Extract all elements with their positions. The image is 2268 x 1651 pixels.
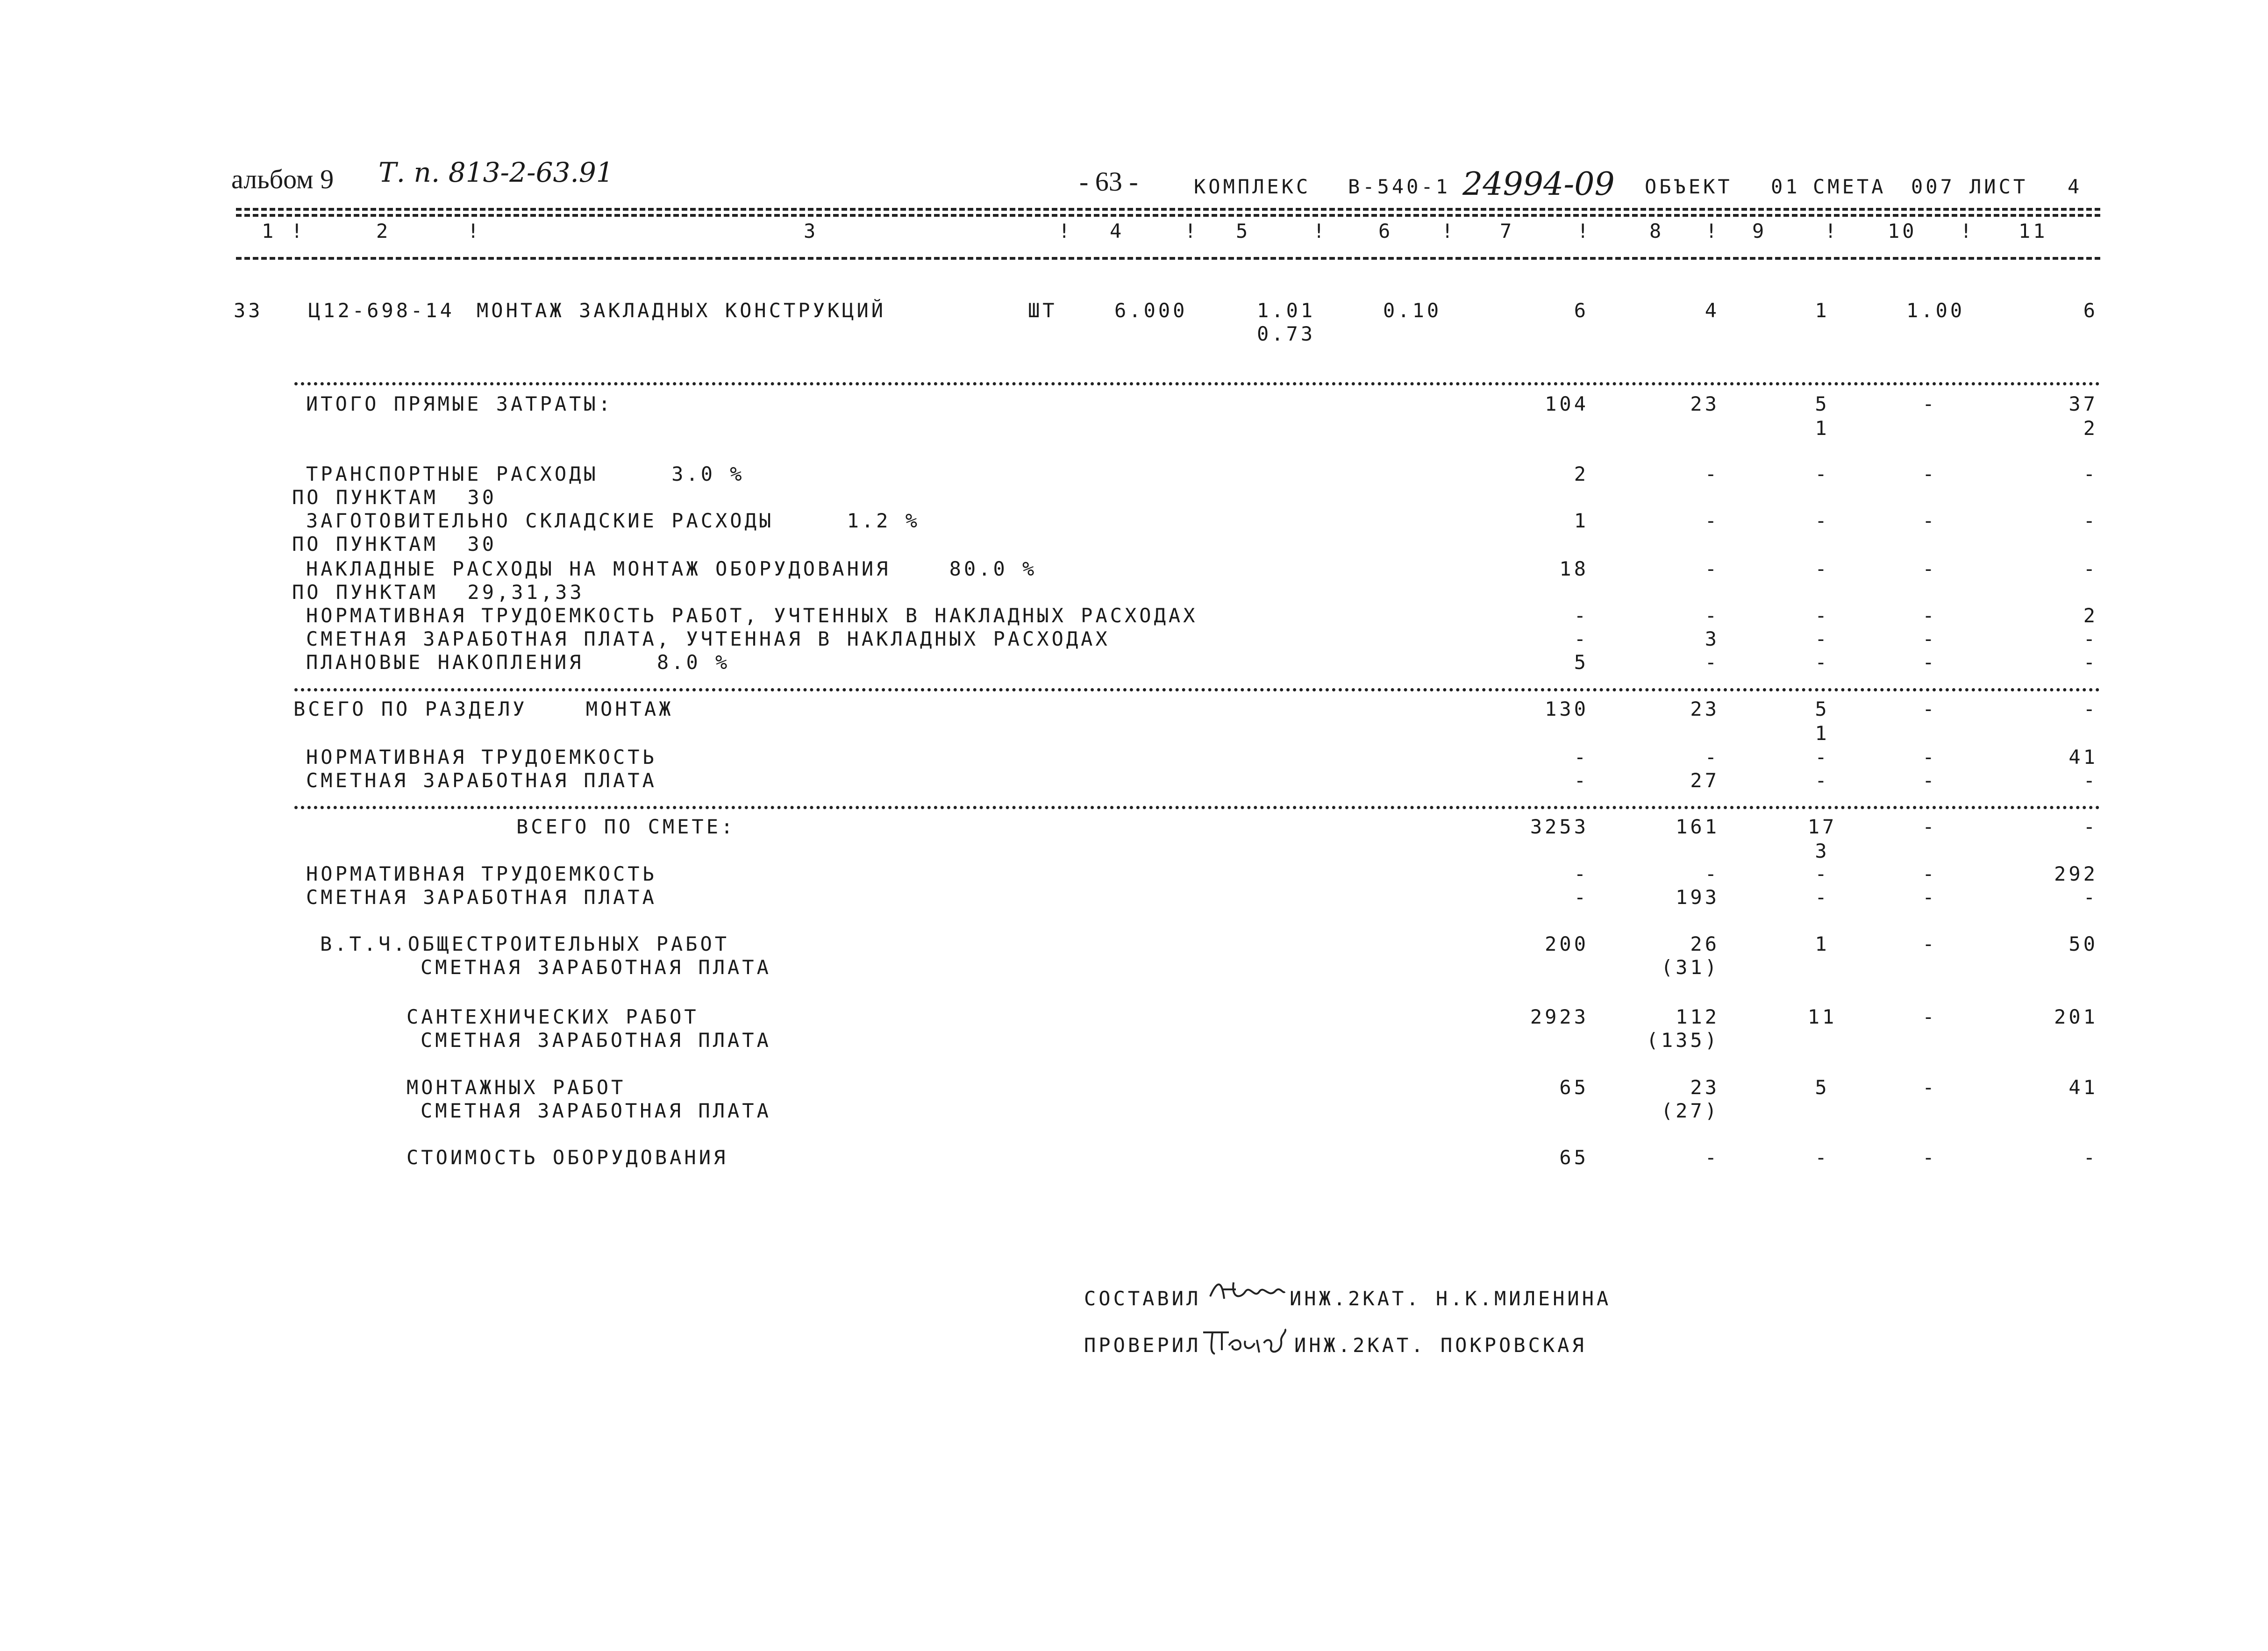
summary-row-label: СМЕТНАЯ ЗАРАБОТНАЯ ПЛАТА [306,769,657,792]
tp-handwritten: Т. п. 813-2-63.91 [378,157,613,188]
column-number-cell: 11 [2018,220,2048,242]
summary-row-label: ПО ПУНКТАМ 30 [292,533,497,555]
column-number-cell: 8 [1649,220,1664,242]
summary-row-label: ВСЕГО ПО РАЗДЕЛУ МОНТАЖ [293,697,674,720]
separator-1 [294,382,2100,385]
entry-c5b: 0.73 [1257,322,1316,345]
summary-cell-c7: 5 [1574,651,1589,674]
entry-code: Ц12-698-14 [308,299,455,322]
summary-cell-c7: 2923 [1530,1005,1589,1028]
summary-cell-c7: - [1574,769,1589,792]
summary-cell-c8: 23 [1690,1076,1719,1099]
summary-cell-c11: - [2083,509,2098,532]
summary-cell-c10: - [1922,651,1937,674]
sostavil-rest: ИНЖ.2КАТ. Н.К.МИЛЕНИНА [1290,1287,1612,1310]
summary-cell-c11: - [2083,815,2098,838]
signature-milenina [1208,1278,1287,1306]
sostavil-label: СОСТАВИЛ [1084,1287,1201,1310]
summary-cell-c10: - [1922,1076,1937,1099]
smeta-number: 007 [1911,175,1955,198]
summary-cell-c10: - [1922,509,1937,532]
column-number-cell: 2 [376,220,391,242]
entry-c9: 1 [1815,299,1830,322]
summary-cell-c10: - [1922,1005,1937,1028]
summary-cell-c8: (135) [1646,1029,1719,1052]
summary-cell-c10: - [1922,627,1937,650]
entry-c7: 6 [1574,299,1589,322]
summary-cell-c10: - [1922,697,1937,720]
summary-cell-c7: 65 [1559,1076,1589,1099]
summary-cell-c11: - [2083,886,2098,909]
summary-row-label: САНТЕХНИЧЕСКИХ РАБОТ [407,1005,699,1028]
summary-cell-c9: 1 [1815,932,1830,955]
column-number-cell: ! [1825,220,1840,242]
summary-cell-c8: 161 [1676,815,1719,838]
summary-cell-c10: - [1922,932,1937,955]
summary-cell-c9: - [1815,769,1830,792]
summary-cell-c9b: 1 [1815,417,1830,440]
entry-c6: 0.10 [1383,299,1442,322]
column-number-cell: 7 [1500,220,1515,242]
summary-cell-c11: 41 [2068,746,2098,769]
summary-cell-c9: - [1815,886,1830,909]
complex-handwritten: 24994-09 [1462,166,1615,203]
summary-cell-c7: 3253 [1530,815,1589,838]
summary-row-label: ВСЕГО ПО СМЕТЕ: [516,815,736,838]
complex-label: КОМПЛЕКС [1194,175,1311,198]
column-number-cell: ! [1960,220,1975,242]
summary-row-label: НАКЛАДНЫЕ РАСХОДЫ НА МОНТАЖ ОБОРУДОВАНИЯ 80.0 % [306,557,1037,580]
header-rule-top-2 [236,214,2100,217]
summary-cell-c8: 23 [1690,392,1719,415]
column-number-cell: ! [1705,220,1720,242]
summary-cell-c9: 5 [1815,1076,1830,1099]
summary-cell-c10: - [1922,815,1937,838]
summary-cell-c7: 1 [1574,509,1589,532]
summary-cell-c8: - [1705,746,1719,769]
column-number-cell: ! [467,220,482,242]
summary-cell-c9: - [1815,604,1830,627]
summary-row-label: СТОИМОСТЬ ОБОРУДОВАНИЯ [407,1146,728,1169]
summary-cell-c11: - [2083,651,2098,674]
summary-cell-c7: 18 [1559,557,1589,580]
summary-row-label: НОРМАТИВНАЯ ТРУДОЕМКОСТЬ РАБОТ, УЧТЕННЫХ В НАКЛАДНЫХ РАСХОДАХ [306,604,1198,627]
summary-cell-c11: - [2083,769,2098,792]
summary-cell-c7: 200 [1545,932,1589,955]
summary-row-label: В.Т.Ч.ОБЩЕСТРОИТЕЛЬНЫХ РАБОТ [320,932,730,955]
summary-cell-c11: - [2083,463,2098,485]
list-label: ЛИСТ [1969,175,2028,198]
summary-cell-c9: 5 [1815,697,1830,720]
summary-cell-c8: (27) [1661,1099,1719,1122]
summary-cell-c9b: 3 [1815,840,1830,862]
summary-cell-c10: - [1922,463,1937,485]
page-number: - 63 - [1079,166,1138,197]
summary-cell-c10: - [1922,862,1937,885]
summary-cell-c8: - [1705,1146,1719,1169]
entry-unit: ШТ [1028,299,1057,322]
summary-cell-c8: - [1705,463,1719,485]
summary-row-label: МОНТАЖНЫХ РАБОТ [407,1076,626,1099]
entry-c11: 6 [2083,299,2098,322]
summary-cell-c10: - [1922,769,1937,792]
header-rule-bottom [236,257,2100,260]
entry-name: МОНТАЖ ЗАКЛАДНЫХ КОНСТРУКЦИЙ [477,299,886,322]
summary-row-label: ПЛАНОВЫЕ НАКОПЛЕНИЯ 8.0 % [306,651,730,674]
separator-3 [294,806,2100,809]
header-rule-top [236,208,2100,211]
object-number: 01 [1771,175,1800,198]
summary-cell-c11: - [2083,627,2098,650]
summary-cell-c11: 2 [2083,604,2098,627]
summary-cell-c11: - [2083,557,2098,580]
summary-cell-c9: - [1815,509,1830,532]
proveril-rest: ИНЖ.2КАТ. ПОКРОВСКАЯ [1294,1334,1587,1357]
summary-cell-c9: - [1815,862,1830,885]
summary-row-label: СМЕТНАЯ ЗАРАБОТНАЯ ПЛАТА [421,1029,771,1052]
summary-cell-c8: 3 [1705,627,1719,650]
summary-row-label: ПО ПУНКТАМ 29,31,33 [292,581,585,604]
summary-row-label: СМЕТНАЯ ЗАРАБОТНАЯ ПЛАТА, УЧТЕННАЯ В НАКЛАДНЫХ РАСХОДАХ [306,627,1110,650]
summary-cell-c7: - [1574,627,1589,650]
column-number-cell: 4 [1110,220,1125,242]
column-number-cell: 5 [1236,220,1251,242]
summary-cell-c8: - [1705,557,1719,580]
summary-cell-c8: - [1705,604,1719,627]
summary-cell-c10: - [1922,1146,1937,1169]
signature-pokrovskaya [1201,1327,1290,1359]
summary-cell-c10: - [1922,886,1937,909]
summary-row-label: ЗАГОТОВИТЕЛЬНО СКЛАДСКИЕ РАСХОДЫ 1.2 % [306,509,920,532]
summary-cell-c11b: 2 [2083,417,2098,440]
summary-cell-c7: - [1574,886,1589,909]
summary-cell-c10: - [1922,604,1937,627]
summary-cell-c7: 130 [1545,697,1589,720]
summary-cell-c11: 37 [2068,392,2098,415]
separator-2 [294,688,2100,691]
summary-cell-c9: - [1815,627,1830,650]
summary-cell-c7: 104 [1545,392,1589,415]
summary-cell-c11: 292 [2054,862,2098,885]
summary-cell-c9: 5 [1815,392,1830,415]
summary-cell-c9: - [1815,557,1830,580]
column-number-cell: 3 [804,220,819,242]
smeta-label: СМЕТА [1813,175,1886,198]
column-number-cell: ! [1577,220,1592,242]
summary-cell-c11: - [2083,697,2098,720]
summary-cell-c8: 112 [1676,1005,1719,1028]
summary-cell-c8: 26 [1690,932,1719,955]
summary-cell-c8: - [1705,862,1719,885]
column-number-cell: ! [1184,220,1199,242]
column-number-cell: ! [1058,220,1073,242]
summary-cell-c10: - [1922,746,1937,769]
summary-cell-c8: - [1705,509,1719,532]
summary-cell-c11: 41 [2068,1076,2098,1099]
album-label: альбом 9 [231,164,334,194]
column-number-cell: 9 [1752,220,1767,242]
complex-code: В-540-1 [1348,175,1451,198]
column-number-cell: 6 [1378,220,1393,242]
summary-cell-c11: 201 [2054,1005,2098,1028]
summary-cell-c11: - [2083,1146,2098,1169]
summary-cell-c9b: 1 [1815,722,1830,745]
summary-row-label: СМЕТНАЯ ЗАРАБОТНАЯ ПЛАТА [421,956,771,979]
summary-row-label: НОРМАТИВНАЯ ТРУДОЕМКОСТЬ [306,746,657,769]
summary-cell-c8: (31) [1661,956,1719,979]
object-label: ОБЪЕКТ [1645,175,1733,198]
summary-cell-c9: - [1815,746,1830,769]
summary-row-label: НОРМАТИВНАЯ ТРУДОЕМКОСТЬ [306,862,657,885]
summary-cell-c10: - [1922,557,1937,580]
summary-cell-c7: - [1574,746,1589,769]
summary-cell-c8: 27 [1690,769,1719,792]
column-number-cell: ! [1441,220,1456,242]
summary-cell-c9: - [1815,463,1830,485]
proveril-label: ПРОВЕРИЛ [1084,1334,1201,1357]
summary-cell-c7: 2 [1574,463,1589,485]
entry-c10: 1.00 [1906,299,1965,322]
summary-cell-c9: 11 [1807,1005,1837,1028]
summary-cell-c8: 23 [1690,697,1719,720]
entry-c5a: 1.01 [1257,299,1316,322]
column-number-cell: 1 ! [262,220,306,242]
summary-cell-c7: - [1574,862,1589,885]
summary-cell-c8: 193 [1676,886,1719,909]
entry-qty: 6.000 [1114,299,1188,322]
summary-cell-c11: 50 [2068,932,2098,955]
entry-c8: 4 [1705,299,1719,322]
summary-row-label: ПО ПУНКТАМ 30 [292,486,497,509]
summary-cell-c7: - [1574,604,1589,627]
summary-row-label: СМЕТНАЯ ЗАРАБОТНАЯ ПЛАТА [421,1099,771,1122]
summary-row-label: СМЕТНАЯ ЗАРАБОТНАЯ ПЛАТА [306,886,657,909]
summary-cell-c10: - [1922,392,1937,415]
list-number: 4 [2068,175,2083,198]
summary-row-label: ТРАНСПОРТНЫЕ РАСХОДЫ 3.0 % [306,463,745,485]
summary-cell-c7: 65 [1559,1146,1589,1169]
summary-row-label: ИТОГО ПРЯМЫЕ ЗАТРАТЫ: [306,392,613,415]
summary-cell-c9: - [1815,1146,1830,1169]
column-number-cell: ! [1313,220,1328,242]
summary-cell-c9: - [1815,651,1830,674]
column-number-cell: 10 [1888,220,1917,242]
summary-cell-c8: - [1705,651,1719,674]
summary-cell-c9: 17 [1807,815,1837,838]
entry-number: 33 [234,299,263,322]
